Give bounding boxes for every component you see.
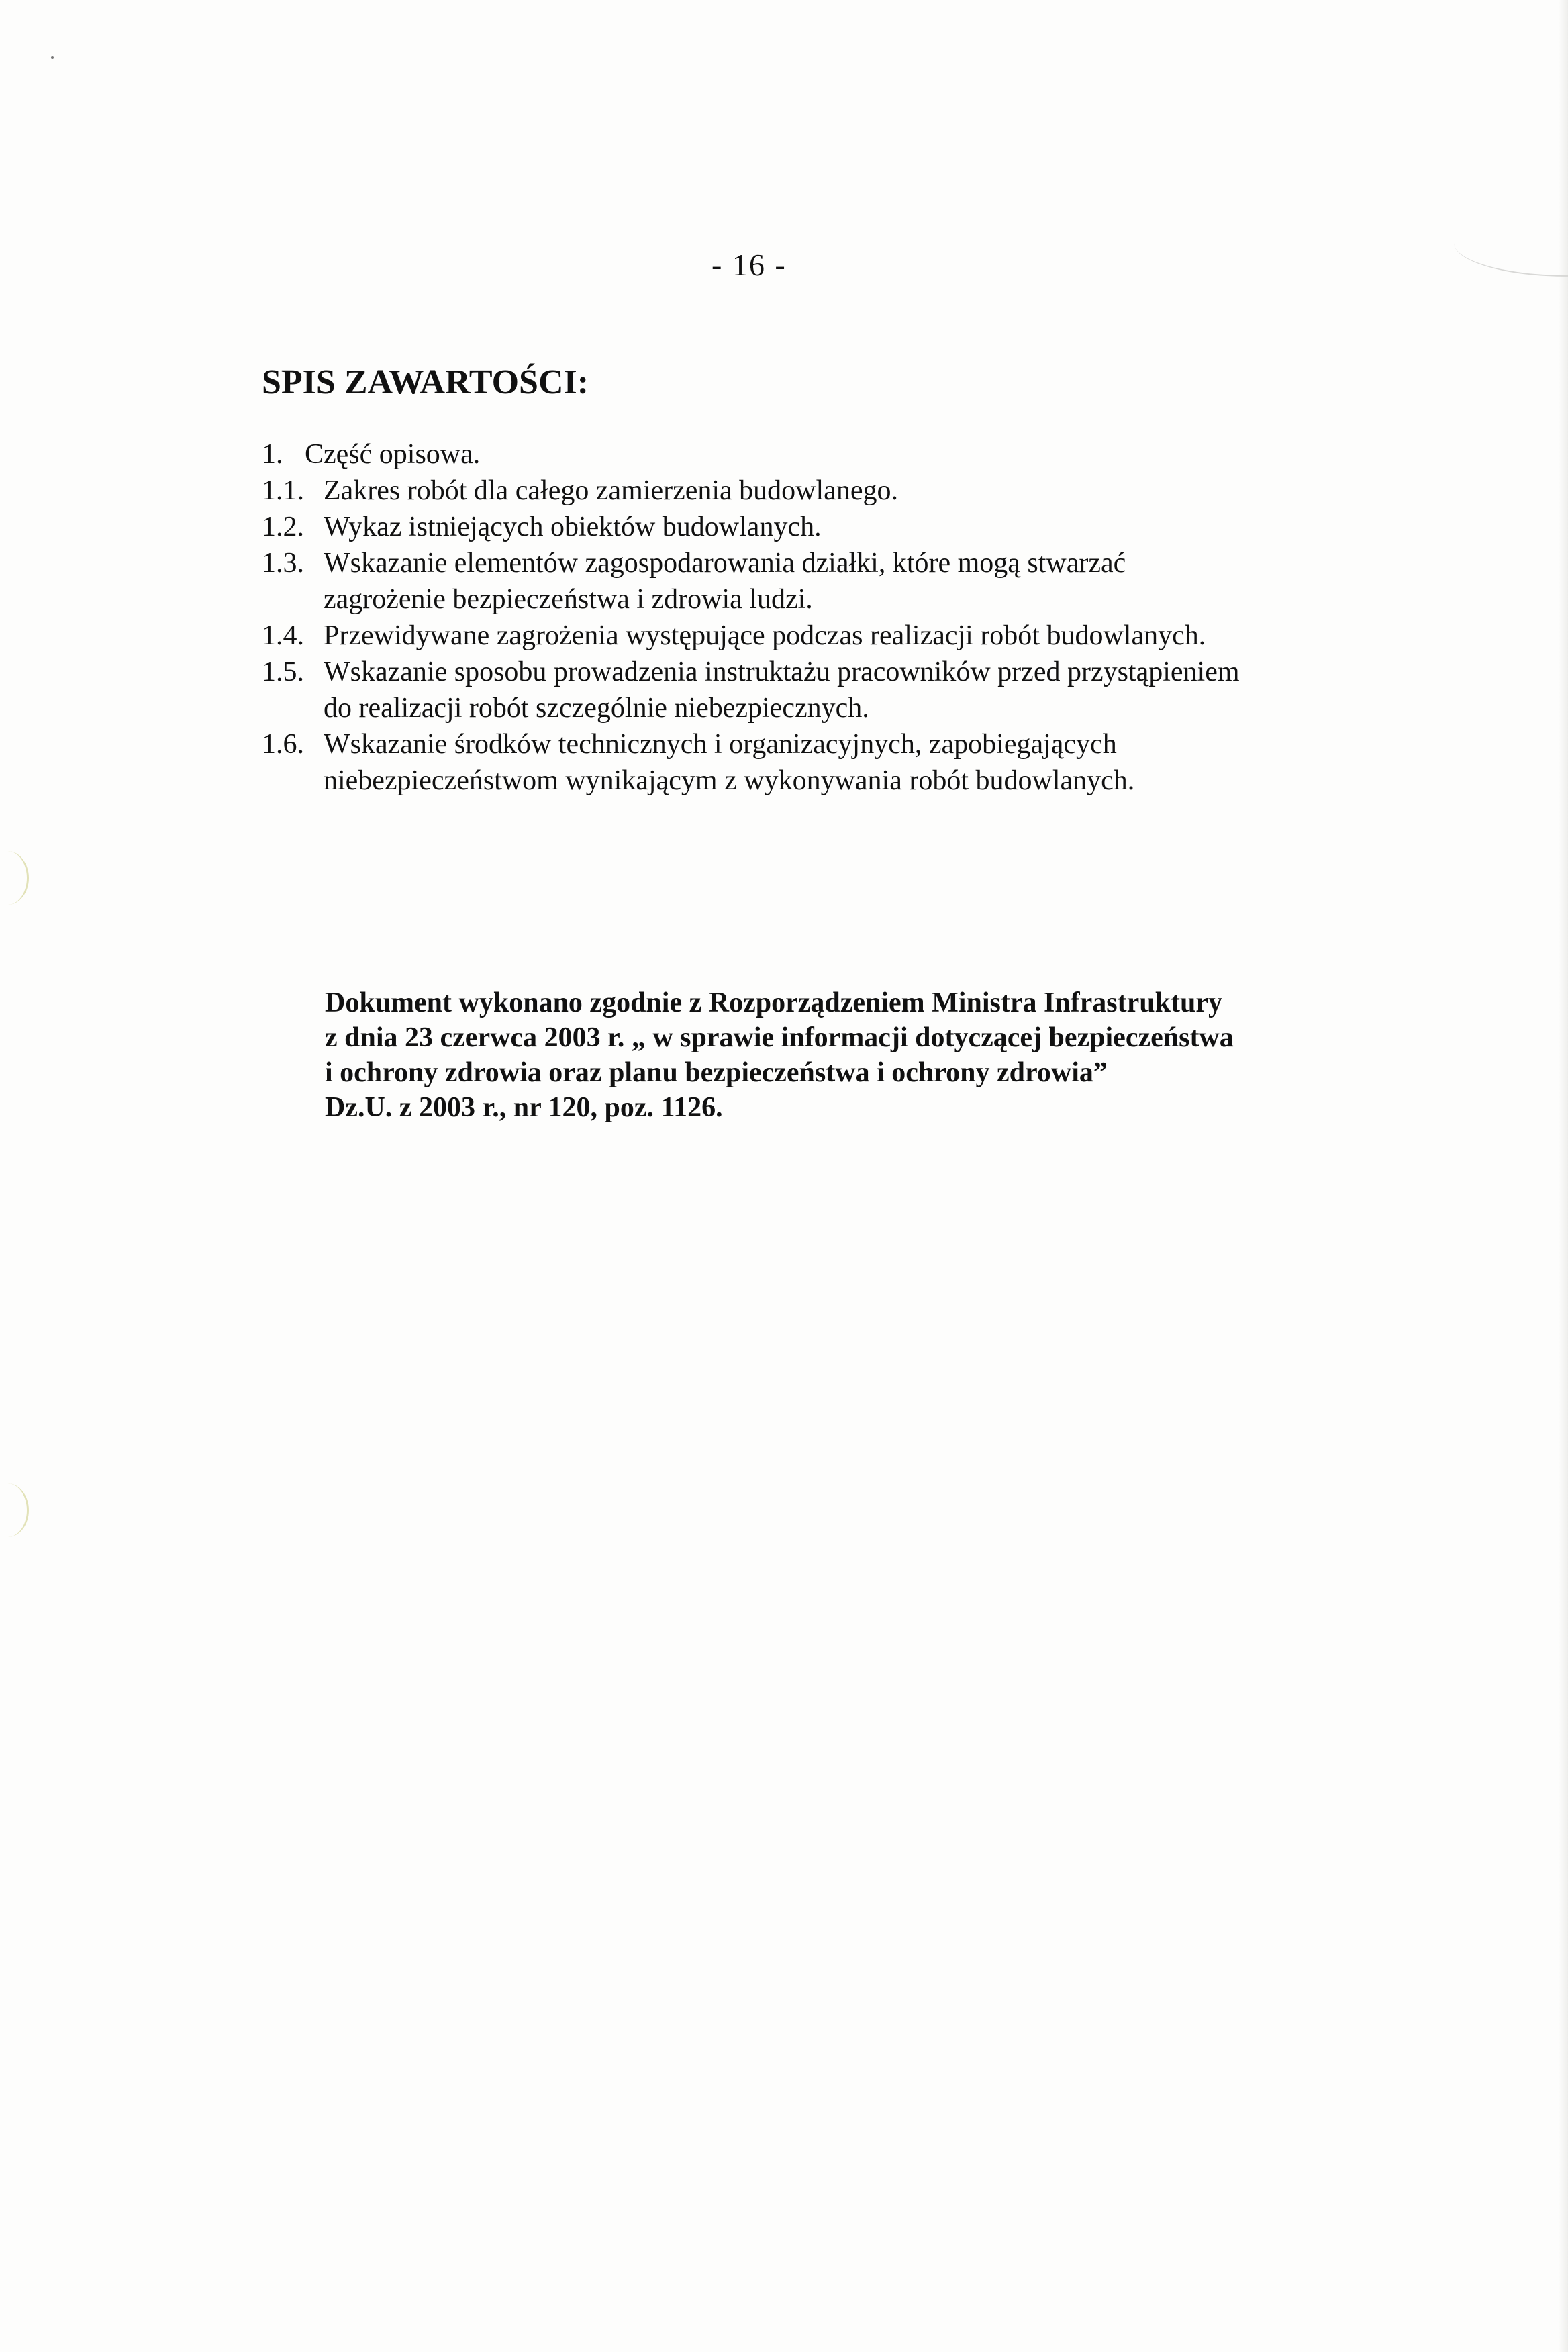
toc-item	[262, 473, 1403, 509]
scan-hole-mark	[0, 1483, 29, 1537]
toc-item	[262, 436, 1403, 473]
legal-basis-note	[325, 985, 1399, 1125]
toc-item-number: 1.3.	[262, 548, 304, 579]
toc-item-number: 1.6.	[262, 729, 304, 760]
toc-item	[262, 726, 1403, 799]
toc-item	[262, 618, 1403, 654]
toc-item-text: Zakres robót dla całego zamierzenia budowlanego.	[324, 475, 898, 506]
toc-item-number: 1.1.	[262, 475, 304, 506]
toc-item-text: Część opisowa.	[305, 439, 481, 470]
toc-item-number: 1.	[262, 439, 283, 470]
note-line: Dokument wykonano zgodnie z Rozporządzeniem Ministra Infrastruktury	[325, 987, 1222, 1018]
toc-item-number: 1.2.	[262, 511, 304, 542]
note-line: z dnia 23 czerwca 2003 r. „ w sprawie informacji dotyczącej bezpieczeństwa	[325, 1022, 1234, 1053]
scan-edge-shadow	[1559, 0, 1568, 2352]
note-line: i ochrony zdrowia oraz planu bezpieczeństwa i ochrony zdrowia”	[325, 1057, 1108, 1088]
page-title: SPIS ZAWARTOŚCI:	[262, 363, 589, 401]
toc-item-text-continued: niebezpieczeństwom wynikającym z wykonywania robót budowlanych.	[324, 765, 1135, 796]
toc-item-text: Przewidywane zagrożenia występujące podczas realizacji robót budowlanych.	[324, 620, 1206, 651]
scan-page-curl	[1454, 242, 1568, 277]
note-line: Dz.U. z 2003 r., nr 120, poz. 1126.	[325, 1092, 723, 1123]
toc-item-text-continued: do realizacji robót szczególnie niebezpiecznych.	[324, 693, 869, 724]
toc-item-number: 1.5.	[262, 656, 304, 687]
toc-item-number: 1.4.	[262, 620, 304, 651]
toc-item-text: Wskazanie elementów zagospodarowania działki, które mogą stwarzać	[324, 548, 1126, 579]
toc-item	[262, 509, 1403, 545]
toc-item	[262, 654, 1403, 726]
toc-item-text: Wykaz istniejących obiektów budowlanych.	[324, 511, 822, 542]
page-number: - 16 -	[712, 248, 787, 282]
toc-item-text-continued: zagrożenie bezpieczeństwa i zdrowia ludzi.	[324, 584, 813, 615]
table-of-contents	[262, 436, 1403, 799]
scan-speck	[51, 56, 54, 59]
scan-hole-mark	[0, 851, 29, 905]
toc-item	[262, 545, 1403, 618]
toc-item-text: Wskazanie sposobu prowadzenia instruktażu pracowników przed przystąpieniem	[324, 656, 1240, 687]
toc-item-text: Wskazanie środków technicznych i organizacyjnych, zapobiegających	[324, 729, 1117, 760]
